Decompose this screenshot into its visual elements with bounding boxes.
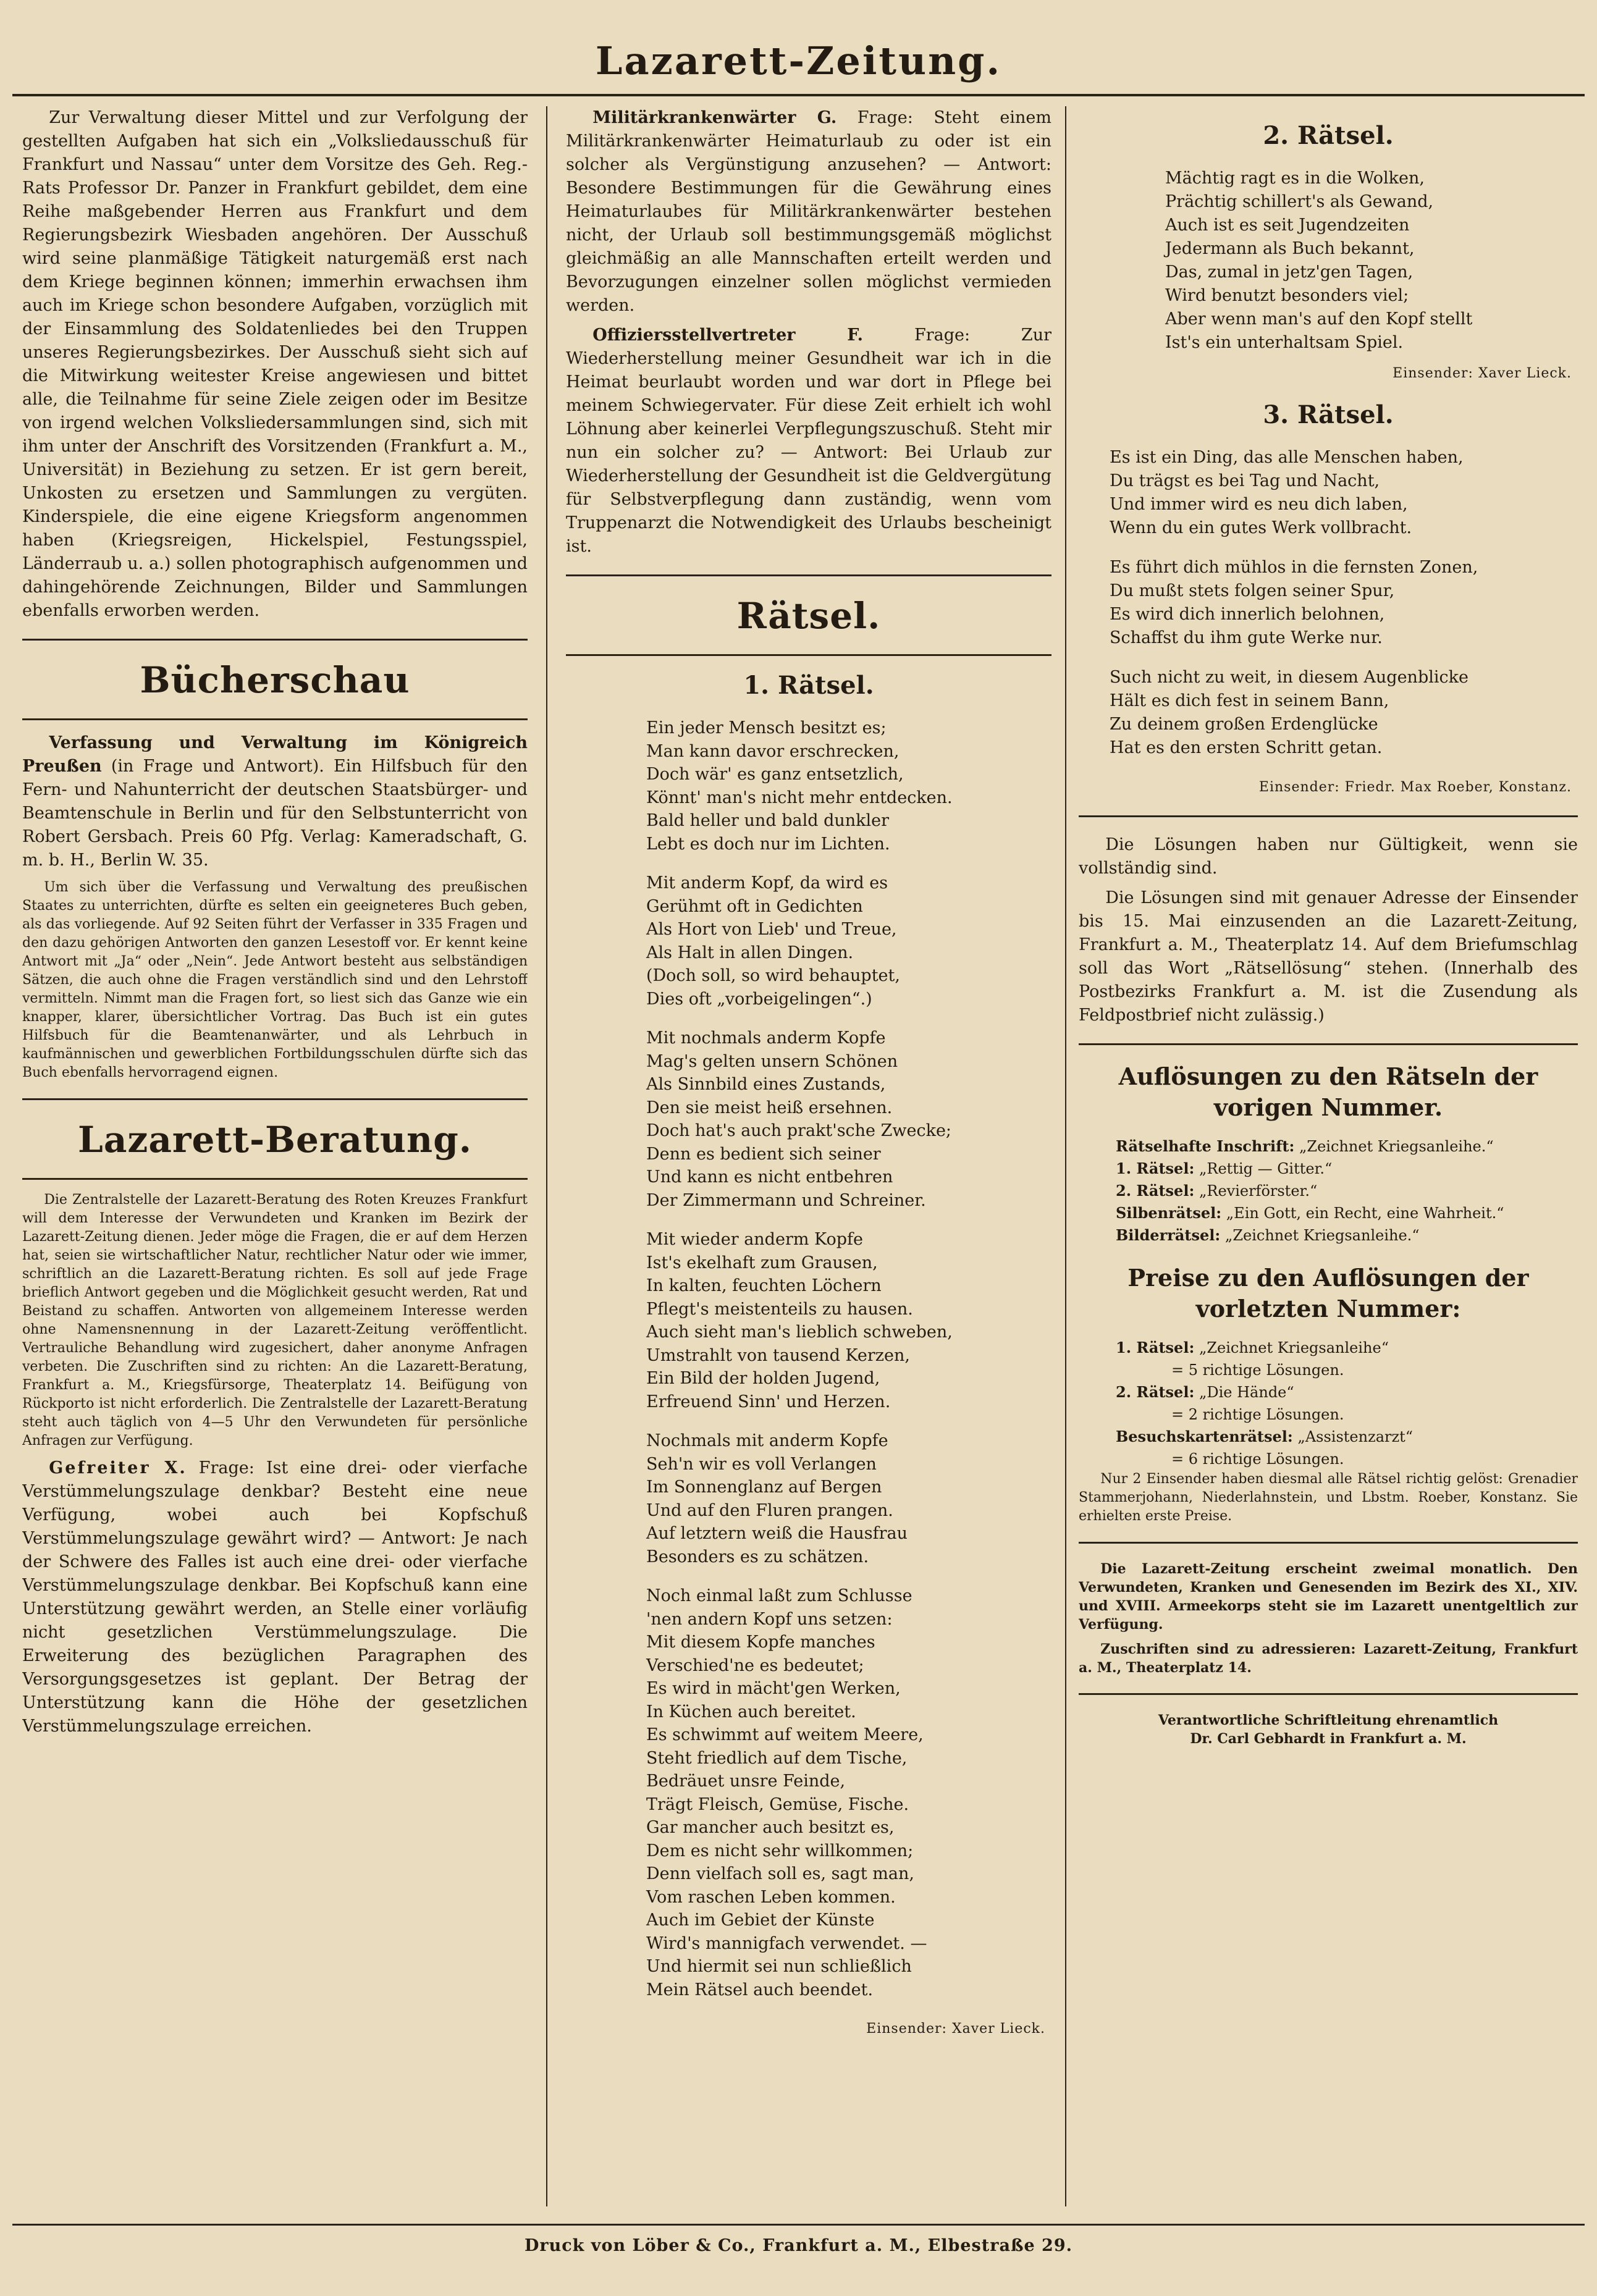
top-rule	[12, 94, 1585, 96]
divider	[22, 718, 528, 720]
note-submission: Die Lösungen sind mit genauer Adresse der Einsender bis 15. Mai einzusenden an die Lazarett-Zeitung, Frankfurt a. M., Theaterplatz 14. Auf dem Briefumschlag soll das Wort „Rätsellösung“ stehen. (Innerhalb des Postbezirks Frankfurt a. M. ist die Zusendung als Feldpostbrief nicht zulässig.)	[1079, 888, 1578, 1025]
poem-line: Aber wenn man's auf den Kopf stellt	[1165, 309, 1473, 329]
gefreiter-lead: Gefreiter X.	[49, 1458, 187, 1478]
divider	[1079, 1043, 1578, 1045]
poem-line: Es ist ein Ding, das alle Menschen haben,	[1110, 448, 1464, 467]
poem-line: Mächtig ragt es in die Wolken,	[1165, 169, 1425, 188]
solution-key: Rätselhafte Inschrift:	[1116, 1137, 1295, 1155]
solution-value: „Zeichnet Kriegsanleihe.“	[1220, 1227, 1420, 1244]
book-entry	[22, 731, 528, 872]
poem-line: Such nicht zu weit, in diesem Augenblicke	[1110, 668, 1468, 687]
prize-key: Besuchskartenrätsel:	[1116, 1428, 1293, 1445]
column-3	[1079, 106, 1578, 2225]
divider	[566, 654, 1051, 656]
poem-line: Doch wär' es ganz entsetzlich,	[646, 765, 904, 784]
divider	[1079, 1542, 1578, 1544]
poem-line: Auch ist es seit Jugendzeiten	[1165, 216, 1410, 235]
poem-stanza	[646, 1228, 1051, 1413]
gefreiter-text: Frage: Ist eine drei- oder vierfache Verstümmelungszulage denkbar? Besteht eine neue Verfügung, wobei auch bei Kopfschuß Verstümmelungszulage gewährt wird? — Antwort: Je nach der Schwere des Falles ist auch eine drei- oder vierfache Verstümmelungszulage denkbar. Bei Kopfschuß kann eine Unterstützung gewährt werden, an Stelle einer vorläufig nicht gesetzlichen Verstümmelungszulage. Die Erweiterung des bezüglichen Paragraphen des Versorgungsgesetzes ist geplant. Der Betrag der Unterstützung kann die Höhe der gesetzlichen Verstümmelungszulage erreichen.	[22, 1458, 528, 1736]
prize-key: 1. Rätsel:	[1116, 1339, 1195, 1356]
column-2	[566, 106, 1051, 2225]
poem-line: Noch einmal laßt zum Schlusse	[646, 1586, 912, 1605]
prize-value: „Die Hände“	[1194, 1384, 1294, 1401]
solution-key: 1. Rätsel:	[1116, 1159, 1195, 1177]
poem-line: Es führt dich mühlos in die fernsten Zonen,	[1110, 558, 1478, 577]
poem-line: Besonders es zu schätzen.	[646, 1547, 869, 1566]
prize-item	[1116, 1426, 1578, 1470]
book-title: Verfassung und Verwaltung im Königreich Preußen	[22, 733, 528, 776]
beratung-heading: Lazarett-Beratung.	[78, 1119, 472, 1161]
poem-line: Auch im Gebiet der Künste	[646, 1911, 875, 1930]
raetsel-2-heading: 2. Rätsel.	[1263, 121, 1394, 150]
solution-item	[1116, 1202, 1578, 1224]
poem-line: Den sie meist heiß ersehnen.	[646, 1098, 893, 1117]
poem-stanza	[1110, 556, 1578, 650]
poem-line: Mein Rätsel auch beendet.	[646, 1980, 874, 2000]
poem-line: Nochmals mit anderm Kopfe	[646, 1431, 888, 1450]
poem-line: Ist's ein unterhaltsam Spiel.	[1165, 333, 1404, 352]
poem-line: Vom raschen Leben kommen.	[646, 1887, 896, 1907]
poem-line: Lebt es doch nur im Lichten.	[646, 834, 890, 854]
poem-line: Auf letztern weiß die Hausfrau	[646, 1524, 908, 1543]
poem-line: Denn es bedient sich seiner	[646, 1144, 881, 1164]
poem-line: Bedräuet unsre Feinde,	[646, 1772, 846, 1791]
poem-line: Als Hort von Lieb' und Treue,	[646, 920, 897, 939]
poem-line: Als Sinnbild eines Zustands,	[646, 1075, 886, 1094]
poem-line: Steht friedlich auf dem Tische,	[646, 1748, 908, 1768]
prize-count: = 6 richtige Lösungen.	[1171, 1450, 1344, 1468]
raetsel-3-poem	[1079, 446, 1578, 760]
editor-line-1: Verantwortliche Schriftleitung ehrenamtlich	[1158, 1712, 1499, 1728]
poem-stanza	[646, 872, 1051, 1011]
raetsel-heading: Rätsel.	[736, 595, 881, 637]
offizier-text: Frage: Zur Wiederherstellung meiner Gesundheit war ich in die Heimat beurlaubt worden und war dort in Pflege bei meinem Schwiegervater. Für diese Zeit erhielt ich wohl Löhnung aber keinerlei Verpflegungszuschuß. Steht mir nun ein solcher zu? — Antwort: Bei Urlaub zur Wiederherstellung der Gesundheit ist die Geldvergütung für Selbstverpflegung dann zuständig, wenn vom Truppenarzt die Notwendigkeit des Urlaubs bescheinigt ist.	[566, 326, 1051, 556]
poem-line: Denn vielfach soll es, sagt man,	[646, 1864, 914, 1883]
poem-line: Es wird in mächt'gen Werken,	[646, 1679, 901, 1698]
solution-value: „Zeichnet Kriegsanleihe.“	[1294, 1138, 1494, 1155]
poem-line: Hält es dich fest in seinem Bann,	[1110, 691, 1389, 710]
solutions-list	[1079, 1135, 1578, 1247]
prize-count: = 5 richtige Lösungen.	[1171, 1361, 1344, 1379]
gefreiter-question	[22, 1457, 528, 1738]
poem-stanza	[646, 717, 1051, 856]
poem-line: Verschied'ne es bedeutet;	[646, 1655, 864, 1675]
divider	[22, 1178, 528, 1180]
poem-line: In Küchen auch bereitet.	[646, 1702, 856, 1722]
poem-line: Als Halt in allen Dingen.	[646, 943, 854, 962]
poem-line: Könnt' man's nicht mehr entdecken.	[646, 788, 953, 807]
poem-line: Mag's gelten unsern Schönen	[646, 1051, 898, 1071]
poem-line: Hat es den ersten Schritt getan.	[1110, 738, 1383, 757]
editor-line-2: Dr. Carl Gebhardt in Frankfurt a. M.	[1190, 1731, 1467, 1747]
prize-key: 2. Rätsel:	[1116, 1383, 1195, 1401]
column-1	[22, 106, 528, 2225]
solutions-heading: Auflösungen zu den Rätseln der vorigen Nummer.	[1118, 1062, 1538, 1121]
poem-line: Und hiermit sei nun schließlich	[646, 1957, 912, 1976]
prizes-note: Nur 2 Einsender haben diesmal alle Rätsel richtig gelöst: Grenadier Stammerjohann, Niederlahnstein, und Lbstm. Roeber, Konstanz. Sie erhielten erste Preise.	[1079, 1471, 1578, 1524]
poem-line: Auch sieht man's lieblich schweben,	[646, 1323, 953, 1342]
poem-line: Es wird dich innerlich belohnen,	[1110, 605, 1385, 624]
prize-value: „Assistenzarzt“	[1292, 1428, 1414, 1445]
poem-line: (Doch soll, so wird behauptet,	[646, 966, 900, 985]
poem-stanza	[1110, 666, 1578, 760]
poem-line: Doch hat's auch prakt'sche Zwecke;	[646, 1121, 952, 1140]
poem-line: Schaffst du ihm gute Werke nur.	[1110, 628, 1383, 647]
solution-value: „Ein Gott, ein Recht, eine Wahrheit.“	[1221, 1205, 1504, 1222]
poem-line: Prächtig schillert's als Gewand,	[1165, 192, 1434, 211]
poem-line: Jedermann als Buch bekannt,	[1165, 239, 1415, 258]
raetsel-2-sender: Einsender: Xaver Lieck.	[1393, 366, 1572, 381]
poem-line: Mit diesem Kopfe manches	[646, 1633, 875, 1652]
poem-stanza	[1110, 446, 1578, 540]
poem-line: Und kann es nicht entbehren	[646, 1167, 893, 1187]
book-description: (in Frage und Antwort). Ein Hilfsbuch für den Fern- und Nahunterricht der deutschen Staatsbürger- und Beamtenschule in Berlin und für den Selbstunterricht von Robert Gersbach. Preis 60 Pfg. Verlag: Kameradschaft, G. m. b. H., Berlin W. 35.	[22, 757, 528, 870]
poem-stanza	[646, 1429, 1051, 1568]
prizes-list	[1079, 1337, 1578, 1470]
poem-line: Ein Bild der holden Jugend,	[646, 1369, 880, 1388]
poem-line: Pflegt's meistenteils zu hausen.	[646, 1299, 913, 1319]
poem-line: Das, zumal in jetz'gen Tagen,	[1165, 263, 1414, 282]
poem-line: Der Zimmermann und Schreiner.	[646, 1190, 926, 1210]
solution-value: „Revierförster.“	[1194, 1182, 1318, 1200]
waerter-lead: Militärkrankenwärter G.	[592, 108, 837, 127]
poem-line: Erfreuend Sinn' und Herzen.	[646, 1392, 891, 1411]
poem-line: Ein jeder Mensch besitzt es;	[646, 718, 887, 738]
prize-count: = 2 richtige Lösungen.	[1171, 1406, 1344, 1423]
solution-item	[1116, 1224, 1578, 1247]
poem-line: In kalten, feuchten Löchern	[646, 1276, 882, 1295]
poem-line: Bald heller und bald dunkler	[646, 811, 890, 830]
poem-line: Man kann davor erschrecken,	[646, 741, 900, 761]
divider	[1079, 1693, 1578, 1695]
poem-line: Trägt Fleisch, Gemüse, Fische.	[646, 1794, 909, 1814]
solution-item	[1116, 1180, 1578, 1202]
solution-value: „Rettig — Gitter.“	[1194, 1160, 1333, 1177]
book-review: Um sich über die Verfassung und Verwaltung des preußischen Staates zu unterrichten, dürfte es selten ein geeigneteres Buch geben, als das vorliegende. Auf 92 Seiten führt der Verfasser in 335 Fragen und den dazu gehörigen Antworten den ganzen Lesestoff vor. Er kennt keine Antwort mit „Ja“ oder „Nein“. Jede Antwort besteht aus selbständigen Sätzen, die auch ohne die Fragen verständlich sind und den Lehrstoff vermitteln. Nimmt man die Fragen fort, so liest sich das Ganze wie ein knapper, klarer, übersichtlicher Vortrag. Das Buch ist ein gutes Hilfsbuch für die Beamtenanwärter, und als Lehrbuch in kaufmännischen und gewerblichen Fortbildungsschulen dürfte sich das Buch ebenfalls hervorragend eignen.	[22, 880, 528, 1080]
raetsel-1-sender: Einsender: Xaver Lieck.	[866, 2021, 1045, 2037]
poem-line: Umstrahlt von tausend Kerzen,	[646, 1345, 910, 1365]
poem-line: Dem es nicht sehr willkommen;	[646, 1841, 914, 1861]
waerter-question	[566, 106, 1051, 317]
solution-item	[1116, 1158, 1578, 1180]
poem-line: 'nen andern Kopf uns setzen:	[646, 1609, 893, 1629]
poem-line: Ist's ekelhaft zum Grausen,	[646, 1253, 878, 1272]
poem-line: Wird's mannigfach verwendet. —	[646, 1933, 927, 1953]
divider	[22, 639, 528, 641]
poem-line: Du mußt stets folgen seiner Spur,	[1110, 581, 1395, 600]
poem-line: Mit wieder anderm Kopfe	[646, 1230, 863, 1249]
offizier-question	[566, 324, 1051, 558]
bottom-rule	[12, 2224, 1585, 2226]
poem-stanza	[646, 1027, 1051, 1212]
poem-line: Dies oft „vorbeigelingen“.)	[646, 989, 872, 1009]
beratung-text: Die Zentralstelle der Lazarett-Beratung des Roten Kreuzes Frankfurt will dem Interesse der Verwundeten und Kranken im Bezirk der Lazarett-Zeitung dienen. Jeder möge die Fragen, die er auf dem Herzen hat, seien sie wirtschaftlicher Natur, rechtlicher Natur oder wie immer, schriftlich an die Lazarett-Beratung richten. Es soll auf jede Frage brieflich Antwort gegeben und die Möglichkeit gesucht werden, Rat und Beistand zu schaffen. Antworten von allgemeinem Interesse werden ohne Namensnennung in der Lazarett-Zeitung veröffentlicht. Vertrauliche Behandlung wird zugesichert, daher anonyme Anfragen verbeten. Die Zuschriften sind zu richten: An die Lazarett-Beratung, Frankfurt a. M., Kriegsfürsorge, Theaterplatz 14. Beifügung von Rückporto ist nicht erforderlich. Die Zentralstelle der Lazarett-Beratung steht auch täglich von 4—5 Uhr den Verwundeten für persönliche Anfragen zur Verfügung.	[22, 1192, 528, 1449]
poem-line: Gar mancher auch besitzt es,	[646, 1818, 895, 1837]
solution-key: Silbenrätsel:	[1116, 1204, 1222, 1222]
prizes-heading: Preise zu den Auflösungen der vorletzten Nummer:	[1127, 1264, 1529, 1323]
printer-footer: Druck von Löber & Co., Frankfurt a. M., Elbestraße 29.	[524, 2236, 1073, 2255]
poem-line: Im Sonnenglanz auf Bergen	[646, 1478, 882, 1497]
address-info: Zuschriften sind zu adressieren: Lazarett-Zeitung, Frankfurt a. M., Theaterplatz 14.	[1079, 1641, 1578, 1676]
raetsel-1-poem	[566, 717, 1051, 2001]
volkslied-paragraph: Zur Verwaltung dieser Mittel und zur Verfolgung der gestellten Aufgaben hat sich ein „Volksliedausschuß für Frankfurt und Nassau“ unter dem Vorsitze des Geh. Reg.-Rats Professor Dr. Panzer in Frankfurt gebildet, dem eine Reihe maßgebender Herren aus Frankfurt und dem Regierungsbezirk Wiesbaden angehören. Der Ausschuß wird seine planmäßige Tätigkeit naturgemäß erst nach dem Kriege beginnen können; immerhin erwachsen ihm auch im Kriege schon besondere Aufgaben, vorzüglich mit der Einsammlung des Soldatenliedes bei den Truppen unseres Regierungsbezirkes. Der Ausschuß sieht sich auf die Mitwirkung weitester Kreise angewiesen und bittet alle, die Teilnahme für seine Ziele zeigen oder im Besitze von irgend welchen Volksliedersammlungen sind, sich mit ihm unter der Anschrift des Vorsitzenden (Frankfurt a. M., Universität) in Beziehung zu setzen. Er ist gern bereit, Unkosten zu ersetzen und Sammlungen zu vergüten. Kinderspiele, die eine eigene Kriegsform angenommen haben (Kriegsreigen, Hickelspiel, Festungsspiel, Länderraub u. a.) sollen photographisch aufgenommen und dahingehörende Zeichnungen, Bilder und Sammlungen ebenfalls erworben werden.	[22, 108, 528, 620]
divider	[1079, 815, 1578, 817]
solution-key: 2. Rätsel:	[1116, 1182, 1195, 1200]
poem-line: Und auf den Fluren prangen.	[646, 1500, 893, 1520]
poem-line: Und immer wird es neu dich laben,	[1110, 495, 1408, 514]
offizier-lead: Offiziersstellvertreter F.	[592, 326, 864, 345]
raetsel-3-heading: 3. Rätsel.	[1263, 400, 1394, 429]
books-heading: Bücherschau	[140, 659, 410, 701]
poem-line: Es schwimmt auf weitem Meere,	[646, 1725, 924, 1744]
publication-info: Die Lazarett-Zeitung erscheint zweimal monatlich. Den Verwundeten, Kranken und Genesenden im Bezirk des XI., XIV. und XVIII. Armeekorps steht sie im Lazarett unentgeltlich zur Verfügung.	[1079, 1561, 1578, 1633]
note-validity: Die Lösungen haben nur Gültigkeit, wenn sie vollständig sind.	[1079, 835, 1578, 878]
divider	[566, 574, 1051, 576]
poem-stanza	[646, 1584, 1051, 2001]
column-rule-1	[546, 106, 547, 2206]
waerter-text: Frage: Steht einem Militärkrankenwärter Heimaturlaub zu oder ist ein solcher als Vergünstigung anzusehen? — Antwort: Besondere Bestimmungen für die Gewährung eines Heimaturlaubes für Militärkrankenwärter bestehen nicht, der Urlaub soll bestimmungsgemäß möglichst gleichmäßig an alle Mannschaften erteilt werden und Bevorzugungen einzelner sollen möglichst vermieden werden.	[566, 108, 1051, 315]
masthead: Lazarett-Zeitung.	[595, 38, 1002, 83]
prize-item	[1116, 1381, 1578, 1426]
column-rule-2	[1065, 106, 1066, 2206]
poem-line: Mit nochmals anderm Kopfe	[646, 1028, 886, 1048]
poem-line: Du trägst es bei Tag und Nacht,	[1110, 471, 1380, 490]
raetsel-3-sender: Einsender: Friedr. Max Roeber, Konstanz.	[1258, 780, 1572, 795]
poem-line: Seh'n wir es voll Verlangen	[646, 1454, 877, 1474]
prize-item	[1116, 1337, 1578, 1381]
poem-line: Gerühmt oft in Gedichten	[646, 896, 863, 916]
solution-key: Bilderrätsel:	[1116, 1226, 1221, 1244]
solution-item	[1116, 1135, 1578, 1158]
poem-line: Wenn du ein gutes Werk vollbracht.	[1110, 518, 1412, 537]
raetsel-1-heading: 1. Rätsel.	[743, 671, 874, 700]
poem-line: Wird benutzt besonders viel;	[1165, 286, 1409, 305]
divider	[22, 1098, 528, 1100]
poem-line: Zu deinem großen Erdenglücke	[1110, 715, 1378, 734]
poem-line: Mit anderm Kopf, da wird es	[646, 873, 888, 893]
raetsel-2-poem	[1079, 167, 1578, 355]
prize-value: „Zeichnet Kriegsanleihe“	[1194, 1339, 1389, 1356]
